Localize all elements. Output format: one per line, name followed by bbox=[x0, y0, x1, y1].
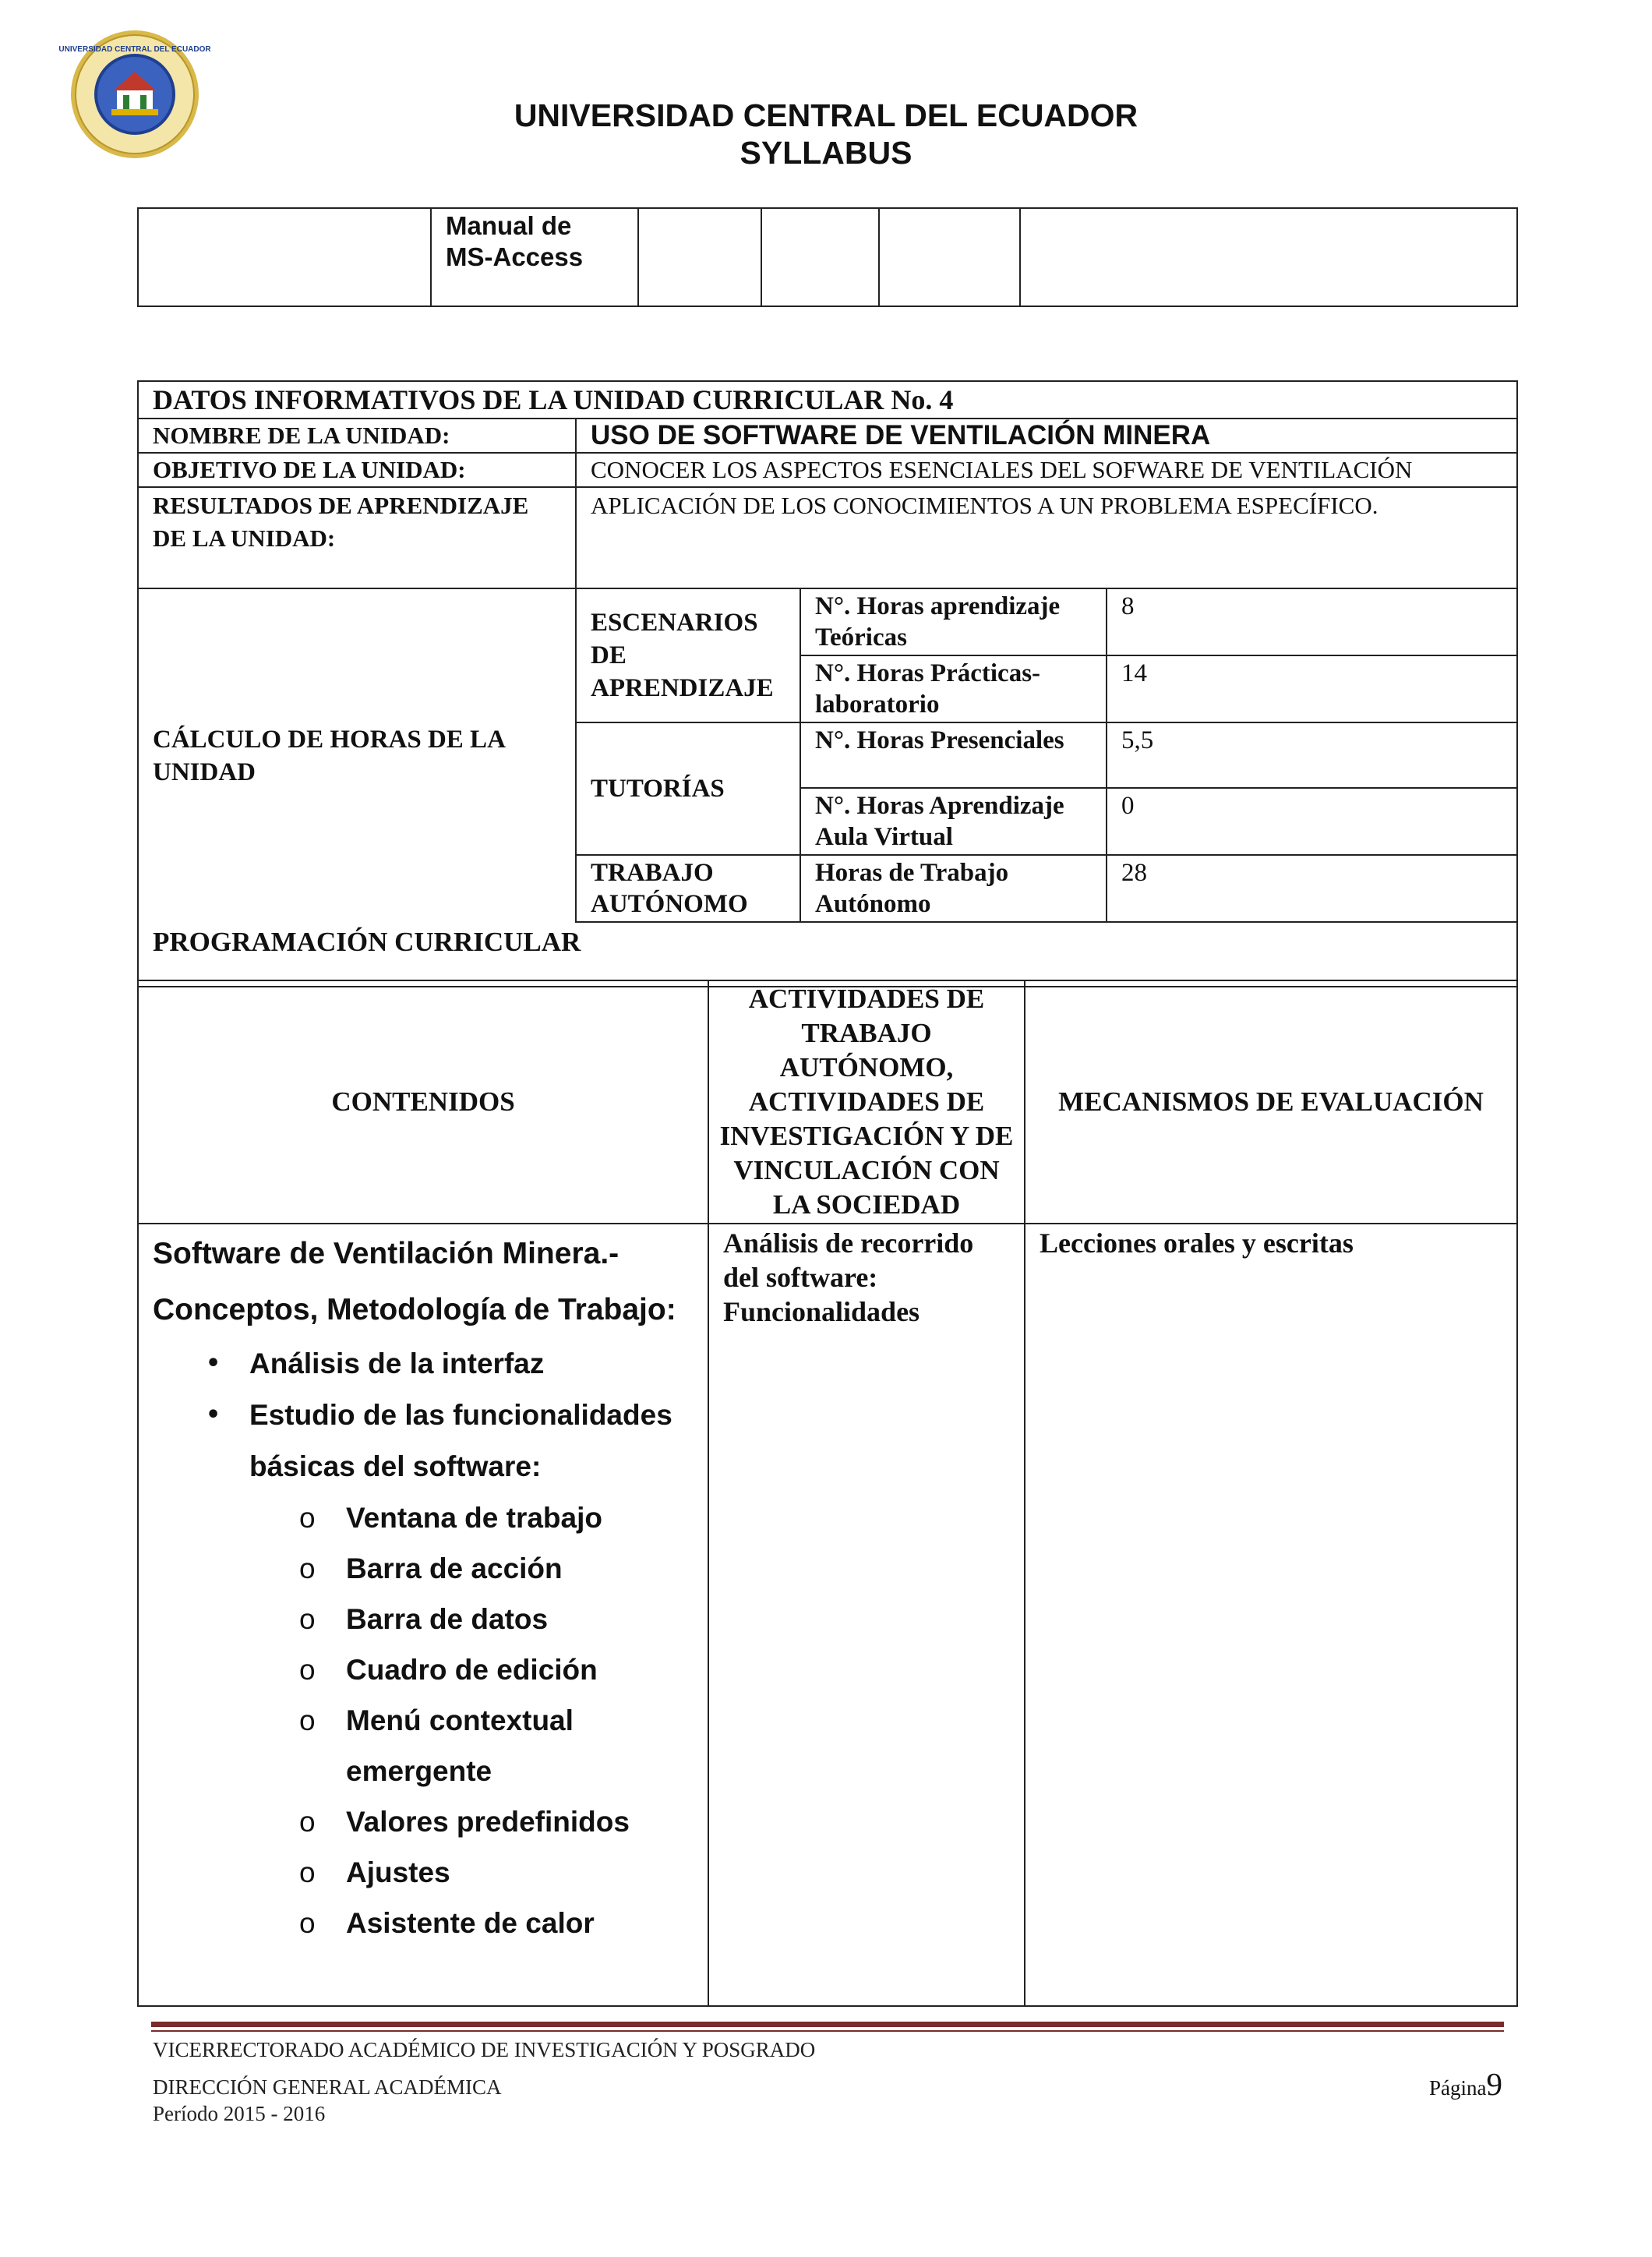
sub-item-text: Menú contextual emergente bbox=[346, 1704, 574, 1787]
hours-practice-value: 14 bbox=[1121, 659, 1147, 687]
hours-autonomous-label: Horas de Trabajo Autónomo bbox=[815, 859, 1009, 918]
bullet-icon: • bbox=[206, 1401, 221, 1429]
circle-bullet-icon: o bbox=[299, 1654, 316, 1686]
unit-heading: DATOS INFORMATIVOS DE LA UNIDAD CURRICULAR No. 4 bbox=[153, 384, 954, 415]
list-item-text: Estudio de las funcionalidades básicas del software: bbox=[249, 1399, 672, 1482]
header-contents: CONTENIDOS bbox=[331, 1086, 515, 1117]
unit-objective-value: CONOCER LOS ASPECTOS ESENCIALES DEL SOFWARE DE VENTILACIÓN bbox=[591, 456, 1413, 483]
list-item-text: Análisis de la interfaz bbox=[249, 1347, 545, 1379]
hours-virtual-value: 0 bbox=[1121, 792, 1135, 820]
hours-calculation-label: CÁLCULO DE HORAS DE LA UNIDAD bbox=[153, 725, 505, 786]
sub-list-item bbox=[139, 1847, 708, 1898]
sub-item-text: Asistente de calor bbox=[346, 1907, 595, 1939]
sub-list-item bbox=[139, 1543, 708, 1594]
footer-periodo: Período 2015 - 2016 bbox=[153, 2102, 326, 2125]
circle-bullet-icon: o bbox=[299, 1502, 316, 1534]
sub-item-text: Cuadro de edición bbox=[346, 1654, 598, 1686]
sub-item-text: Barra de datos bbox=[346, 1603, 549, 1635]
list-item bbox=[139, 1390, 708, 1492]
sub-item-text: Barra de acción bbox=[346, 1552, 563, 1584]
unit-results-label: RESULTADOS DE APRENDIZAJE DE LA UNIDAD: bbox=[153, 492, 529, 552]
group-learning-scenarios: ESCENARIOS DE APRENDIZAJE bbox=[591, 609, 774, 702]
resource-text: Manual de MS-Access bbox=[446, 211, 584, 271]
empty-cell bbox=[1020, 208, 1517, 306]
circle-bullet-icon: o bbox=[299, 1552, 316, 1584]
header-evaluation: MECANISMOS DE EVALUACIÓN bbox=[1058, 1086, 1484, 1117]
curricular-programming-table bbox=[137, 980, 1518, 2007]
seal-text: UNIVERSIDAD CENTRAL DEL ECUADOR bbox=[58, 45, 211, 54]
circle-bullet-icon: o bbox=[299, 1603, 316, 1635]
resource-cell bbox=[431, 208, 638, 306]
circle-bullet-icon: o bbox=[299, 1907, 316, 1939]
bullet-icon: • bbox=[206, 1350, 221, 1377]
hours-in-person-value: 5,5 bbox=[1121, 726, 1154, 754]
page-label: Página bbox=[1429, 2076, 1487, 2100]
activities-cell bbox=[708, 1224, 1025, 2006]
list-item bbox=[139, 1338, 708, 1390]
empty-cell bbox=[761, 208, 879, 306]
page-indicator bbox=[1429, 2065, 1502, 2103]
empty-cell bbox=[638, 208, 761, 306]
sub-list-item bbox=[139, 1898, 708, 1948]
hours-theory-value: 8 bbox=[1121, 592, 1135, 620]
sub-list-item bbox=[139, 1492, 708, 1543]
unit-name-value: USO DE SOFTWARE DE VENTILACIÓN MINERA bbox=[591, 420, 1211, 450]
footer-vicerrectorado: VICERRECTORADO ACADÉMICO DE INVESTIGACIÓN Y POSGRADO bbox=[153, 2038, 816, 2061]
header-activities: ACTIVIDADES DE TRABAJO AUTÓNOMO, ACTIVIDADES DE INVESTIGACIÓN Y DE VINCULACIÓN CON LA SOCIEDAD bbox=[719, 984, 1014, 1220]
hours-practice-label: N°. Horas Prácticas-laboratorio bbox=[815, 659, 1041, 719]
sub-list-item bbox=[139, 1644, 708, 1695]
sub-list-item bbox=[139, 1695, 708, 1796]
circle-bullet-icon: o bbox=[299, 1856, 316, 1888]
circle-bullet-icon: o bbox=[299, 1704, 316, 1736]
footer-rule bbox=[151, 2022, 1504, 2027]
content-title: Software de Ventilación Minera.- Conceptos, Metodología de Trabajo: bbox=[153, 1237, 676, 1326]
activities-text: Análisis de recorrido del software: Funcionalidades bbox=[723, 1227, 974, 1327]
empty-cell bbox=[138, 208, 431, 306]
sub-list-item bbox=[139, 1594, 708, 1644]
unit-name-label: NOMBRE DE LA UNIDAD: bbox=[153, 422, 450, 449]
hours-in-person-label: N°. Horas Presenciales bbox=[815, 726, 1064, 754]
unit-data-table bbox=[137, 380, 1518, 987]
hours-virtual-label: N°. Horas Aprendizaje Aula Virtual bbox=[815, 792, 1064, 851]
footer-rule-thin bbox=[151, 2030, 1504, 2032]
sub-item-text: Ajustes bbox=[346, 1856, 450, 1888]
document-subtitle: SYLLABUS bbox=[740, 135, 912, 171]
contents-cell bbox=[138, 1224, 708, 2006]
resources-table-continuation bbox=[137, 207, 1518, 307]
page-number: 9 bbox=[1486, 2066, 1502, 2102]
sub-list bbox=[139, 1492, 708, 1948]
sub-list-item bbox=[139, 1796, 708, 1847]
group-tutoring: TUTORÍAS bbox=[591, 775, 725, 803]
hours-theory-label: N°. Horas aprendizaje Teóricas bbox=[815, 592, 1061, 652]
empty-cell bbox=[879, 208, 1020, 306]
circle-bullet-icon: o bbox=[299, 1806, 316, 1838]
document-title: UNIVERSIDAD CENTRAL DEL ECUADOR bbox=[514, 97, 1138, 133]
footer-direccion: DIRECCIÓN GENERAL ACADÉMICA bbox=[153, 2075, 502, 2099]
sub-item-text: Valores predefinidos bbox=[346, 1806, 630, 1838]
unit-objective-label: OBJETIVO DE LA UNIDAD: bbox=[153, 456, 466, 483]
evaluation-text: Lecciones orales y escritas bbox=[1040, 1227, 1354, 1259]
group-autonomous-work: TRABAJO AUTÓNOMO bbox=[591, 859, 748, 918]
evaluation-cell bbox=[1025, 1224, 1517, 2006]
programming-label: PROGRAMACIÓN CURRICULAR bbox=[153, 927, 581, 957]
hours-autonomous-value: 28 bbox=[1121, 859, 1147, 887]
sub-item-text: Ventana de trabajo bbox=[346, 1502, 602, 1534]
unit-results-value: APLICACIÓN DE LOS CONOCIMIENTOS A UN PROBLEMA ESPECÍFICO. bbox=[591, 492, 1378, 519]
content-list bbox=[139, 1338, 708, 1492]
